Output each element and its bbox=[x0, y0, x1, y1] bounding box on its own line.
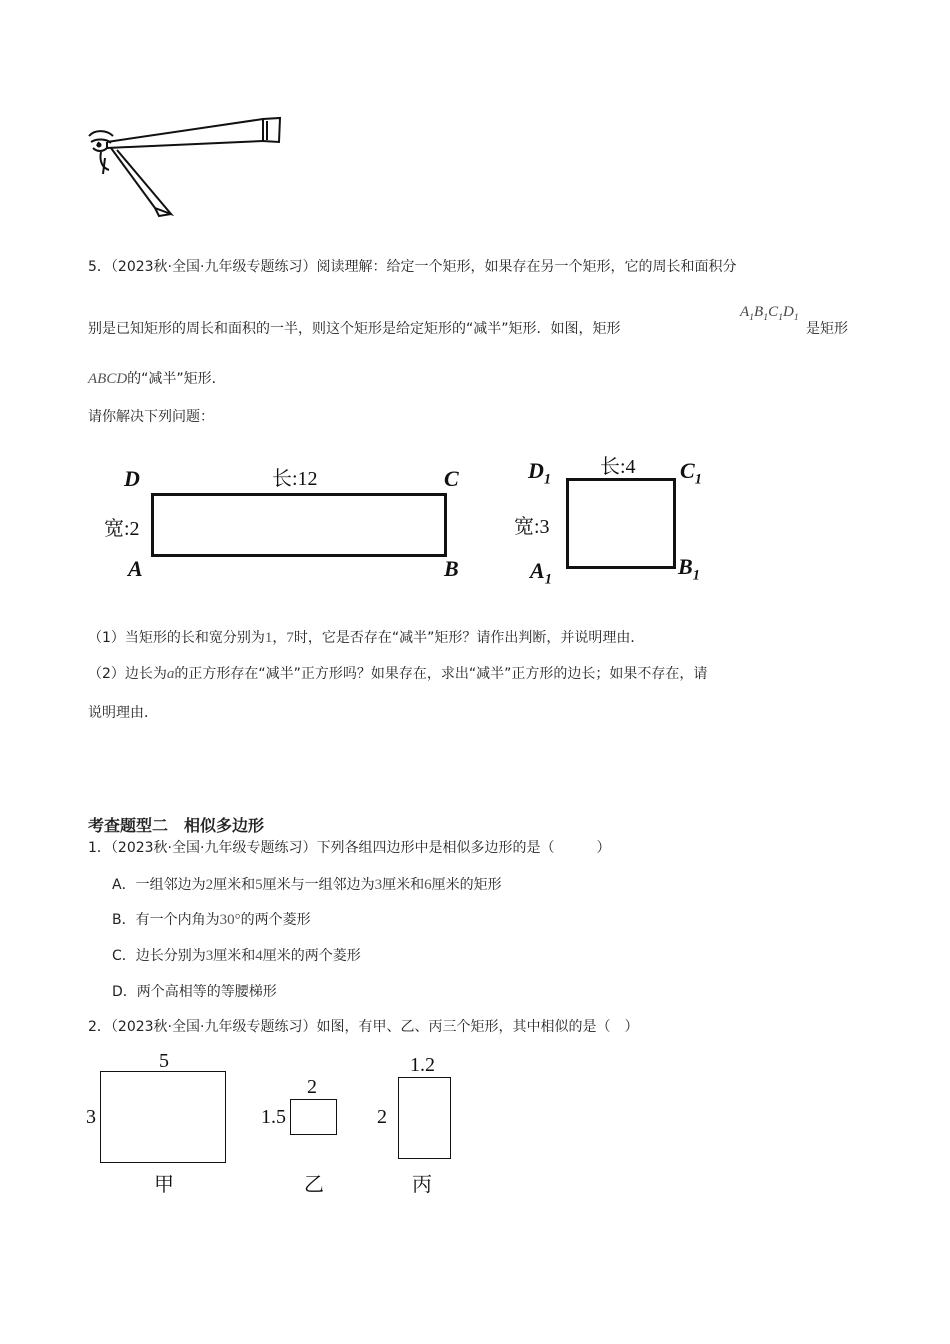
q5-part2: （2）边长为a的正方形存在“减半”正方形吗？如果存在，求出“减半”正方形的边长；如果不存在，请 bbox=[88, 666, 708, 682]
s2-stem: 2．（2023秋·全国·九年级专题练习）如图，有甲、乙、丙三个矩形，其中相似的是（ ） bbox=[88, 1019, 639, 1035]
small-length-label: 长:4 bbox=[600, 456, 636, 478]
rect-bing bbox=[398, 1077, 451, 1159]
bing-left-label: 2 bbox=[377, 1106, 387, 1128]
big-width-label: 宽:2 bbox=[104, 518, 140, 540]
big-length-label: 长:12 bbox=[272, 468, 318, 490]
big-rectangle bbox=[151, 493, 447, 557]
q5-part1: （1）当矩形的长和宽分别为1，7时，它是否存在“减半”矩形？请作出判断，并说明理由． bbox=[88, 630, 645, 646]
vertex-a: A bbox=[128, 556, 143, 581]
yi-top-label: 2 bbox=[307, 1076, 317, 1098]
yi-left-label: 1.5 bbox=[261, 1106, 286, 1128]
q5-line1 bbox=[88, 257, 736, 277]
vertex-d1: $D_1$ bbox=[528, 458, 552, 488]
yi-name: 乙 bbox=[304, 1174, 324, 1196]
three-rectangles-figure bbox=[80, 1048, 480, 1198]
vertex-b: B bbox=[444, 556, 459, 581]
s1-option-c: C．边长分别为3厘米和4厘米的两个菱形 bbox=[112, 948, 361, 964]
q5-part2-cont: 说明理由． bbox=[88, 705, 158, 721]
bing-top-label: 1.2 bbox=[410, 1054, 435, 1076]
q5-line3: ABCD的“减半”矩形． bbox=[88, 371, 226, 387]
rect-yi bbox=[290, 1099, 337, 1135]
q5-line2a: 别是已知矩形的周长和面积的一半，则这个矩形是给定矩形的“减半”矩形．如图，矩形 bbox=[88, 321, 621, 337]
s1-option-b: B．有一个内角为30°的两个菱形 bbox=[112, 912, 311, 928]
vertex-b1: $B_1$ bbox=[678, 554, 700, 584]
s1-option-a: A．一组邻边为2厘米和5厘米与一组邻边为3厘米和6厘米的矩形 bbox=[112, 877, 502, 893]
small-width-label: 宽:3 bbox=[514, 516, 550, 538]
vertex-a1: $A_1$ bbox=[530, 558, 552, 588]
jia-name: 甲 bbox=[154, 1174, 174, 1196]
q5-line2b: 是矩形 bbox=[806, 321, 848, 337]
rectangle-figure bbox=[100, 450, 720, 590]
vertex-c1: $C_1$ bbox=[680, 458, 702, 488]
section-title: 考查题型二 相似多边形 bbox=[88, 816, 265, 835]
telescope-sketch bbox=[85, 112, 290, 222]
jia-top-label: 5 bbox=[159, 1050, 169, 1072]
rect-jia bbox=[100, 1071, 226, 1163]
q5-source: （2023秋·全国·九年级专题练习） bbox=[110, 259, 317, 275]
q5-intro: 阅读理解：给定一个矩形，如果存在另一个矩形，它的周长和面积分 bbox=[316, 259, 737, 275]
bing-name: 丙 bbox=[412, 1174, 432, 1196]
small-rectangle bbox=[566, 478, 676, 569]
q5-number: 5． bbox=[88, 259, 111, 275]
q5-prompt: 请你解决下列问题： bbox=[88, 409, 214, 425]
abcd-label: ABCD bbox=[88, 371, 128, 387]
s1-stem: 1．（2023秋·全国·九年级专题练习）下列各组四边形中是相似多边形的是（ ） bbox=[88, 840, 611, 856]
vertex-c: C bbox=[444, 466, 459, 491]
s1-option-d: D．两个高相等的等腰梯形 bbox=[112, 984, 277, 1000]
rect-a1b1c1d1-label: $A_1B_1C_1D_1$ bbox=[740, 304, 799, 323]
q5-line2 bbox=[88, 319, 621, 339]
jia-left-label: 3 bbox=[86, 1106, 96, 1128]
vertex-d: D bbox=[124, 466, 140, 491]
